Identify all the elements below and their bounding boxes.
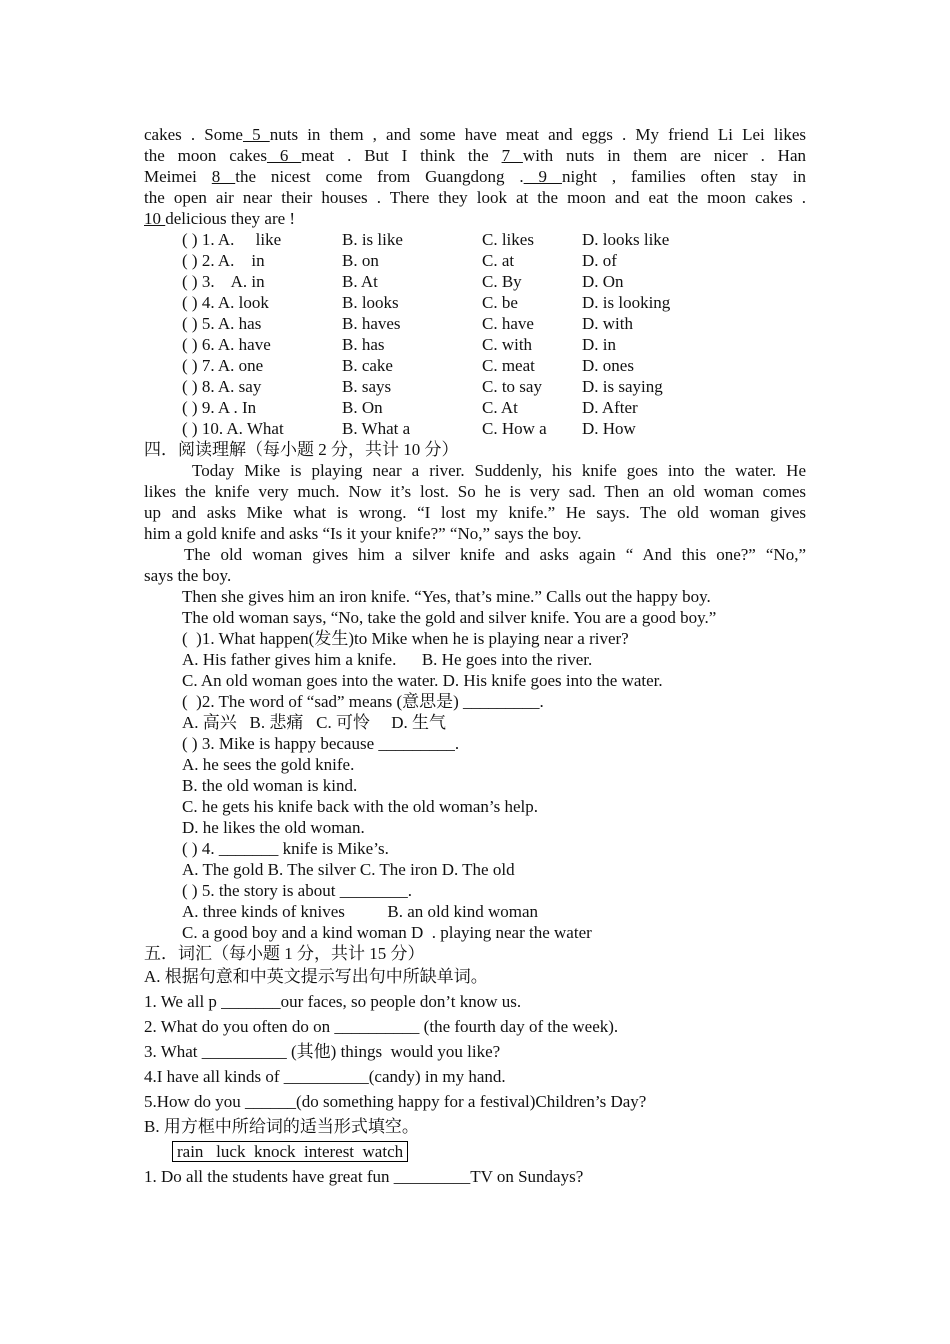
answer-options: C. An old woman goes into the water. D. His knife goes into the water. [182, 671, 663, 690]
option-c: C. have [482, 314, 534, 333]
option-d: D. in [582, 335, 616, 354]
answer-options: A. His father gives him a knife. B. He goes into the river. [182, 650, 593, 669]
option-b: B. says [342, 377, 392, 396]
question: ( ) 3. Mike is happy because _________. [182, 734, 460, 753]
question: ( )1. What happen(发生)to Mike when he is playing near a river? [182, 629, 629, 648]
vocab-item: 5.How do you ______(do something happy for a festival)Children’s Day? [144, 1092, 647, 1111]
reading-paragraph-line: says the boy. [144, 566, 232, 585]
cloze-line-5 [144, 208, 806, 229]
option-row [144, 355, 806, 376]
option-a: ( ) 3. A. in [182, 272, 265, 291]
option-d: D. After [582, 398, 638, 417]
option-b: B. is like [342, 230, 403, 249]
option-b: B. haves [342, 314, 401, 333]
blank-5: 5 [242, 125, 270, 144]
option-b: B. cake [342, 356, 393, 375]
vocab-part-a-instruction: A. 根据句意和中英文提示写出句中所缺单词。 [144, 967, 488, 986]
text: delicious they are ! [165, 209, 296, 228]
option-row [144, 334, 806, 355]
option-d: D. How [582, 419, 636, 438]
reading-paragraph-line: him a gold knife and asks “Is it your knife?” “No,” says the boy. [144, 524, 582, 543]
option-b: B. What a [342, 419, 411, 438]
option-b: B. On [342, 398, 383, 417]
text: night , families often stay in [561, 167, 807, 186]
question: ( ) 5. the story is about ________. [182, 881, 412, 900]
blank-9: 9 [523, 167, 562, 186]
option-row [144, 376, 806, 397]
option-b: B. on [342, 251, 379, 270]
text: the nicest come from Guangdong . [235, 167, 524, 186]
text: meat . But I think the [301, 146, 502, 165]
reading-heading: 四．阅读理解（每小题 2 分，共计 10 分） [144, 440, 459, 459]
option-d: D. ones [582, 356, 634, 375]
blank-8: 8 [211, 167, 236, 186]
answer-options: A. 高兴 B. 悲痛 C. 可怜 D. 生气 [182, 713, 446, 732]
option-b: B. At [342, 272, 378, 291]
reading-paragraph-line: Today Mike is playing near a river. Suddenly, his knife goes into the water. He [192, 461, 806, 480]
option-a: ( ) 10. A. What [182, 419, 284, 438]
option-b: B. looks [342, 293, 399, 312]
text: with nuts in them are nicer . Han [522, 146, 807, 165]
option-row [144, 397, 806, 418]
text: nuts in them , and some have meat and eggs . My friend Li Lei likes [269, 125, 806, 144]
reading-paragraph-line: The old woman gives him a silver knife and asks again “ And this one?” “No,” [184, 545, 806, 564]
option-c: C. How a [482, 419, 547, 438]
option-a: ( ) 1. A. like [182, 230, 282, 249]
word-box-row [144, 1139, 806, 1164]
vocab-item: 4.I have all kinds of __________(candy) in my hand. [144, 1067, 506, 1086]
text: the moon cakes [144, 146, 267, 165]
vocab-heading: 五．词汇（每小题 1 分，共计 15 分） [144, 944, 425, 963]
option-c: C. to say [482, 377, 542, 396]
text: Meimei [144, 167, 212, 186]
option-c: C. at [482, 251, 515, 270]
option-a: ( ) 4. A. look [182, 293, 269, 312]
option-c: C. At [482, 398, 518, 417]
text: cakes . Some [144, 125, 243, 144]
vocab-part-b-instruction: B. 用方框中所给词的适当形式填空。 [144, 1117, 419, 1136]
option-d: D. looks like [582, 230, 670, 249]
exam-page [144, 124, 806, 1189]
option-a: ( ) 6. A. have [182, 335, 271, 354]
option-c: C. meat [482, 356, 535, 375]
option-row [144, 250, 806, 271]
option-c: C. likes [482, 230, 534, 249]
option-a: ( ) 2. A. in [182, 251, 265, 270]
cloze-line-3 [144, 166, 806, 187]
cloze-line-1 [144, 124, 806, 145]
cloze-line-2 [144, 145, 806, 166]
option-c: C. By [482, 272, 522, 291]
option-row [144, 229, 806, 250]
option-row [144, 292, 806, 313]
reading-paragraph-line: likes the knife very much. Now it’s lost. So he is very sad. Then an old woman comes [144, 482, 806, 501]
option-row [144, 418, 806, 439]
reading-paragraph-line: The old woman says, “No, take the gold and silver knife. You are a good boy.” [182, 608, 717, 627]
option-d: D. with [582, 314, 633, 333]
reading-paragraph-line: up and asks Mike what is wrong. “I lost my knife.” He says. The old woman gives [144, 503, 806, 522]
option-a: ( ) 5. A. has [182, 314, 262, 333]
option-d: D. is looking [582, 293, 671, 312]
reading-paragraph-line: Then she gives him an iron knife. “Yes, that’s mine.” Calls out the happy boy. [182, 587, 711, 606]
option-row [144, 271, 806, 292]
blank-7: 7 [501, 146, 523, 165]
cloze-options [144, 229, 806, 439]
option-b: B. has [342, 335, 385, 354]
answer-option: D. he likes the old woman. [182, 818, 365, 837]
word-box: rain luck knock interest watch [172, 1141, 408, 1162]
option-c: C. with [482, 335, 533, 354]
answer-option: C. he gets his knife back with the old woman’s help. [182, 797, 538, 816]
option-a: ( ) 9. A . In [182, 398, 257, 417]
option-row [144, 313, 806, 334]
option-c: C. be [482, 293, 518, 312]
option-a: ( ) 7. A. one [182, 356, 264, 375]
vocab-item: 1. We all p _______our faces, so people don’t know us. [144, 992, 522, 1011]
option-d: D. is saying [582, 377, 663, 396]
option-d: D. On [582, 272, 624, 291]
question: ( )2. The word of “sad” means (意思是) _________. [182, 692, 544, 711]
vocab-item: 2. What do you often do on __________ (the fourth day of the week). [144, 1017, 619, 1036]
blank-10: 10 [144, 209, 166, 228]
option-d: D. of [582, 251, 617, 270]
reading-questions [144, 628, 806, 943]
vocab-item: 1. Do all the students have great fun _________TV on Sundays? [144, 1167, 584, 1186]
option-a: ( ) 8. A. say [182, 377, 262, 396]
answer-options: A. three kinds of knives B. an old kind woman [182, 902, 539, 921]
blank-6: 6 [266, 146, 302, 165]
answer-option: A. he sees the gold knife. [182, 755, 355, 774]
cloze-line-4: the open air near their houses . There they look at the moon and eat the moon cakes . [144, 188, 806, 207]
question: ( ) 4. _______ knife is Mike’s. [182, 839, 389, 858]
answer-option: B. the old woman is kind. [182, 776, 358, 795]
answer-options: C. a good boy and a kind woman D . playing near the water [182, 923, 592, 942]
answer-options: A. The gold B. The silver C. The iron D. The old [182, 860, 515, 879]
vocab-item: 3. What __________ (其他) things would you like? [144, 1042, 501, 1061]
